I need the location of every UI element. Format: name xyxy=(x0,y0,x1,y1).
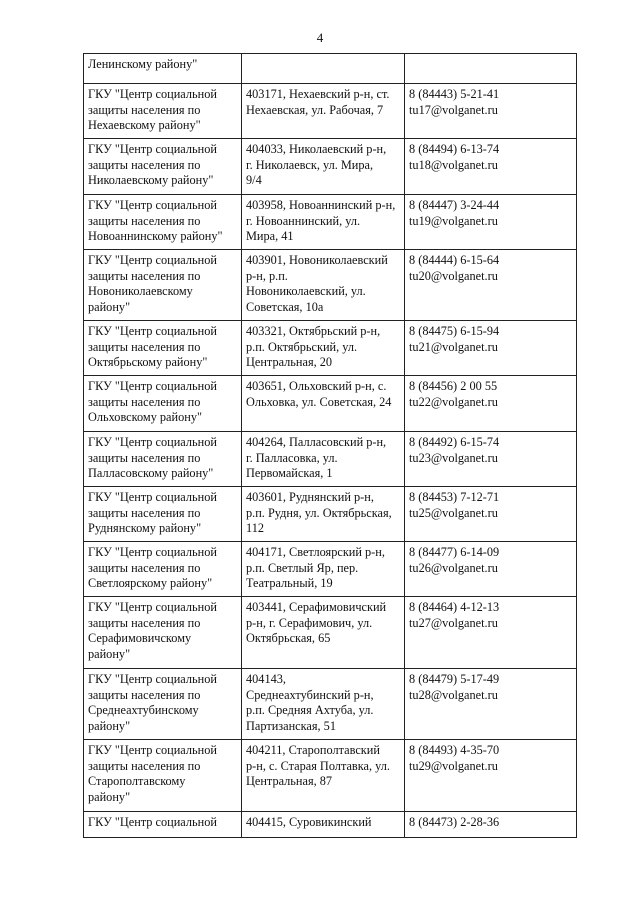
table-row xyxy=(84,250,577,321)
table-row xyxy=(84,487,577,542)
contact-cell: 8 (84493) 4-35-70 tu29@volganet.ru xyxy=(405,740,577,812)
office-name-cell: ГКУ "Центр социальной защиты населения по Октябрьскому району" xyxy=(84,321,242,376)
table-row xyxy=(84,376,577,432)
table-row xyxy=(84,669,577,740)
address-cell: 404415, Суровикинский xyxy=(242,812,405,838)
table-row xyxy=(84,542,577,597)
address-cell: 404033, Николаевский р-н, г. Николаевск, ул. Мира, 9/4 xyxy=(242,139,405,195)
table-row xyxy=(84,195,577,250)
address-cell: 403321, Октябрьский р-н, р.п. Октябрьский, ул. Центральная, 20 xyxy=(242,321,405,376)
address-cell: 403958, Новоаннинский р-н, г. Новоаннинский, ул. Мира, 41 xyxy=(242,195,405,250)
office-name-cell: ГКУ "Центр социальной защиты населения по Серафимовичскому району" xyxy=(84,597,242,669)
table-row xyxy=(84,54,577,84)
table-row xyxy=(84,597,577,669)
table-row xyxy=(84,139,577,195)
table-row xyxy=(84,740,577,812)
office-name-cell: ГКУ "Центр социальной защиты населения по Светлоярскому району" xyxy=(84,542,242,597)
office-name-cell: ГКУ "Центр социальной защиты населения по Старополтавскому району" xyxy=(84,740,242,812)
contact-cell: 8 (84453) 7-12-71 tu25@volganet.ru xyxy=(405,487,577,542)
address-cell: 404211, Старополтавский р-н, с. Старая Полтавка, ул. Центральная, 87 xyxy=(242,740,405,812)
office-name-cell: ГКУ "Центр социальной защиты населения по Руднянскому району" xyxy=(84,487,242,542)
address-cell: 403441, Серафимовичский р-н, г. Серафимович, ул. Октябрьская, 65 xyxy=(242,597,405,669)
contact-cell: 8 (84479) 5-17-49 tu28@volganet.ru xyxy=(405,669,577,740)
office-name-cell: Ленинскому району" xyxy=(84,54,242,84)
contact-cell: 8 (84464) 4-12-13 tu27@volganet.ru xyxy=(405,597,577,669)
office-name-cell: ГКУ "Центр социальной xyxy=(84,812,242,838)
address-cell: 404171, Светлоярский р-н, р.п. Светлый Яр, пер. Театральный, 19 xyxy=(242,542,405,597)
contact-cell: 8 (84456) 2 00 55 tu22@volganet.ru xyxy=(405,376,577,432)
office-name-cell: ГКУ "Центр социальной защиты населения по Палласовскому району" xyxy=(84,432,242,487)
office-name-cell: ГКУ "Центр социальной защиты населения по Новониколаевскому району" xyxy=(84,250,242,321)
contact-cell: 8 (84492) 6-15-74 tu23@volganet.ru xyxy=(405,432,577,487)
address-cell: 404264, Палласовский р-н, г. Палласовка, ул. Первомайская, 1 xyxy=(242,432,405,487)
contact-cell: 8 (84475) 6-15-94 tu21@volganet.ru xyxy=(405,321,577,376)
office-name-cell: ГКУ "Центр социальной защиты населения по Нехаевскому району" xyxy=(84,84,242,139)
contact-cell: 8 (84494) 6-13-74 tu18@volganet.ru xyxy=(405,139,577,195)
address-cell: 403901, Новониколаевский р-н, р.п. Новониколаевский, ул. Советская, 10а xyxy=(242,250,405,321)
address-cell: 403601, Руднянский р-н, р.п. Рудня, ул. Октябрьская, 112 xyxy=(242,487,405,542)
office-name-cell: ГКУ "Центр социальной защиты населения по Николаевскому району" xyxy=(84,139,242,195)
contact-cell: 8 (84443) 5-21-41 tu17@volganet.ru xyxy=(405,84,577,139)
address-cell: 403171, Нехаевский р-н, ст. Нехаевская, ул. Рабочая, 7 xyxy=(242,84,405,139)
table-row xyxy=(84,432,577,487)
table-row xyxy=(84,84,577,139)
contact-cell: 8 (84444) 6-15-64 tu20@volganet.ru xyxy=(405,250,577,321)
table-row xyxy=(84,812,577,838)
page-number: 4 xyxy=(316,30,324,45)
address-cell: 404143, Среднеахтубинский р-н, р.п. Средняя Ахтуба, ул. Партизанская, 51 xyxy=(242,669,405,740)
office-directory-table xyxy=(83,53,577,838)
contact-cell: 8 (84473) 2-28-36 xyxy=(405,812,577,838)
address-cell: 403651, Ольховский р-н, с. Ольховка, ул. Советская, 24 xyxy=(242,376,405,432)
table-row xyxy=(84,321,577,376)
office-name-cell: ГКУ "Центр социальной защиты населения по Новоаннинскому району" xyxy=(84,195,242,250)
contact-cell: 8 (84447) 3-24-44 tu19@volganet.ru xyxy=(405,195,577,250)
address-cell xyxy=(242,54,405,84)
office-name-cell: ГКУ "Центр социальной защиты населения по Среднеахтубинскому району" xyxy=(84,669,242,740)
contact-cell xyxy=(405,54,577,84)
office-name-cell: ГКУ "Центр социальной защиты населения по Ольховскому району" xyxy=(84,376,242,432)
contact-cell: 8 (84477) 6-14-09 tu26@volganet.ru xyxy=(405,542,577,597)
